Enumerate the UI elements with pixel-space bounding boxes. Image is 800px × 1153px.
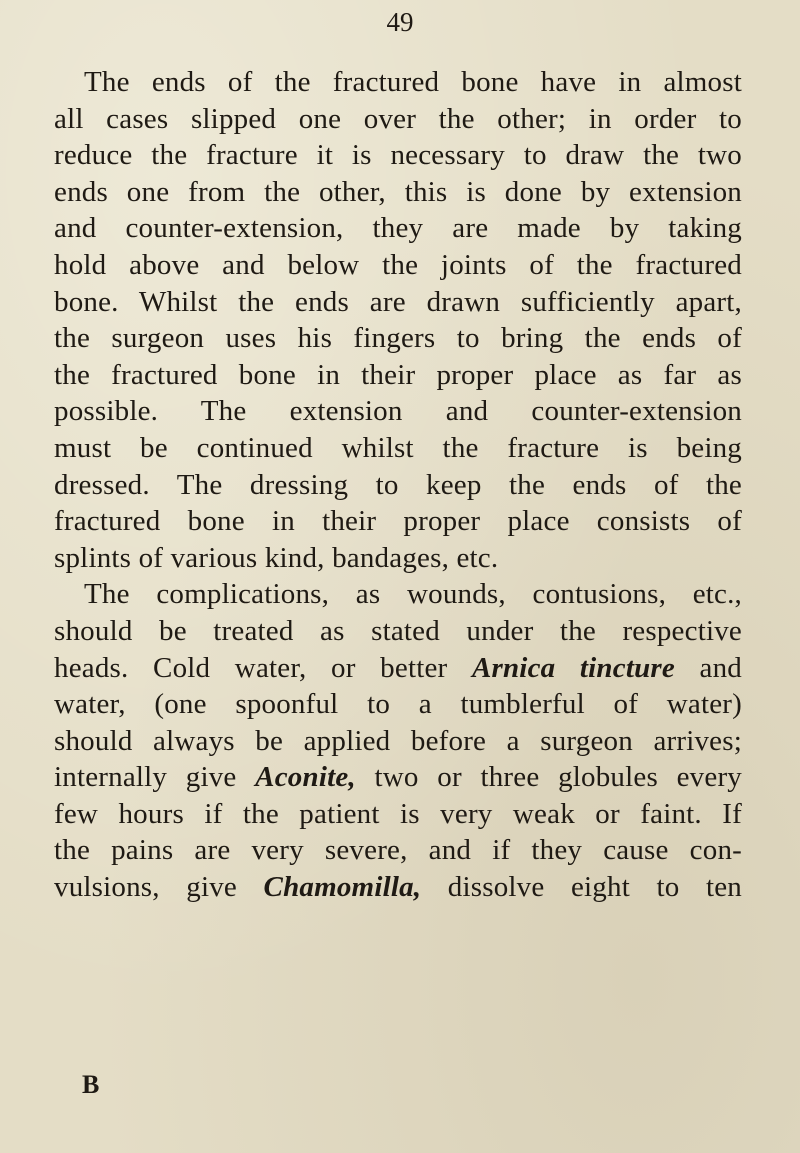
text-run: reduce the fracture it is necessary to draw the two: [54, 139, 742, 172]
text-line: [54, 723, 742, 760]
text-line: [54, 393, 742, 430]
text-run: bone. Whilst the ends are drawn sufficiently apart,: [54, 285, 742, 318]
text-line: [54, 540, 742, 577]
text-line: [54, 137, 742, 174]
text-run: all cases slipped one over the other; in order to: [54, 102, 742, 135]
page-number: 49: [386, 7, 414, 37]
text-run: few hours if the patient is very weak or faint. If: [54, 797, 742, 830]
text-run: and counter-extension, they are made by taking: [54, 212, 742, 245]
text-run: The complications, as wounds, contusions, etc.,: [84, 578, 742, 611]
text-line: [54, 284, 742, 321]
emphasized-remedy: Arnica tincture: [471, 651, 675, 684]
text-line: [54, 503, 742, 540]
text-line: [54, 467, 742, 504]
text-run: ends one from the other, this is done by extension: [54, 175, 742, 208]
text-line: [54, 613, 742, 650]
text-line: [54, 64, 742, 101]
text-line: [54, 430, 742, 467]
text-run: vulsions, give: [54, 871, 264, 904]
text-run: should always be applied before a surgeon arrives;: [54, 724, 742, 757]
text-run: two or three globules every: [355, 761, 742, 794]
text-line: [54, 101, 742, 138]
text-line: [54, 832, 742, 869]
text-run: water, (one spoonful to a tumblerful of water): [54, 688, 742, 721]
text-line: [54, 320, 742, 357]
text-line: [54, 357, 742, 394]
text-run: the pains are very severe, and if they cause con-: [54, 834, 742, 867]
text-line: [54, 686, 742, 723]
text-line: [54, 650, 742, 687]
text-run: dissolve eight to ten: [421, 871, 742, 904]
text-run: should be treated as stated under the respective: [54, 614, 742, 647]
text-run: The ends of the fractured bone have in almost: [84, 66, 742, 98]
text-line: [54, 796, 742, 833]
text-run: dressed. The dressing to keep the ends of the: [54, 468, 742, 501]
text-run: and: [674, 651, 742, 684]
text-line: [54, 247, 742, 284]
text-run: fractured bone in their proper place consists of: [54, 505, 742, 538]
text-run: must be continued whilst the fracture is being: [54, 431, 742, 464]
text-line: [54, 576, 742, 613]
text-run: splints of various kind, bandages, etc.: [54, 541, 499, 574]
signature-mark: B: [82, 1070, 100, 1099]
text-line: [54, 210, 742, 247]
text-run: hold above and below the joints of the fractured: [54, 248, 742, 281]
text-run: the fractured bone in their proper place as far as: [54, 358, 742, 391]
text-line: [54, 869, 742, 906]
emphasized-remedy: Aconite,: [255, 761, 356, 794]
emphasized-remedy: Chamomilla,: [263, 871, 422, 904]
text-run: internally give: [54, 761, 256, 794]
text-line: [54, 174, 742, 211]
text-run: the surgeon uses his fingers to bring the ends of: [54, 322, 742, 355]
body-text: [54, 64, 742, 906]
text-line: [54, 759, 742, 796]
text-run: possible. The extension and counter-extension: [54, 395, 742, 428]
text-run: heads. Cold water, or better: [54, 651, 472, 684]
